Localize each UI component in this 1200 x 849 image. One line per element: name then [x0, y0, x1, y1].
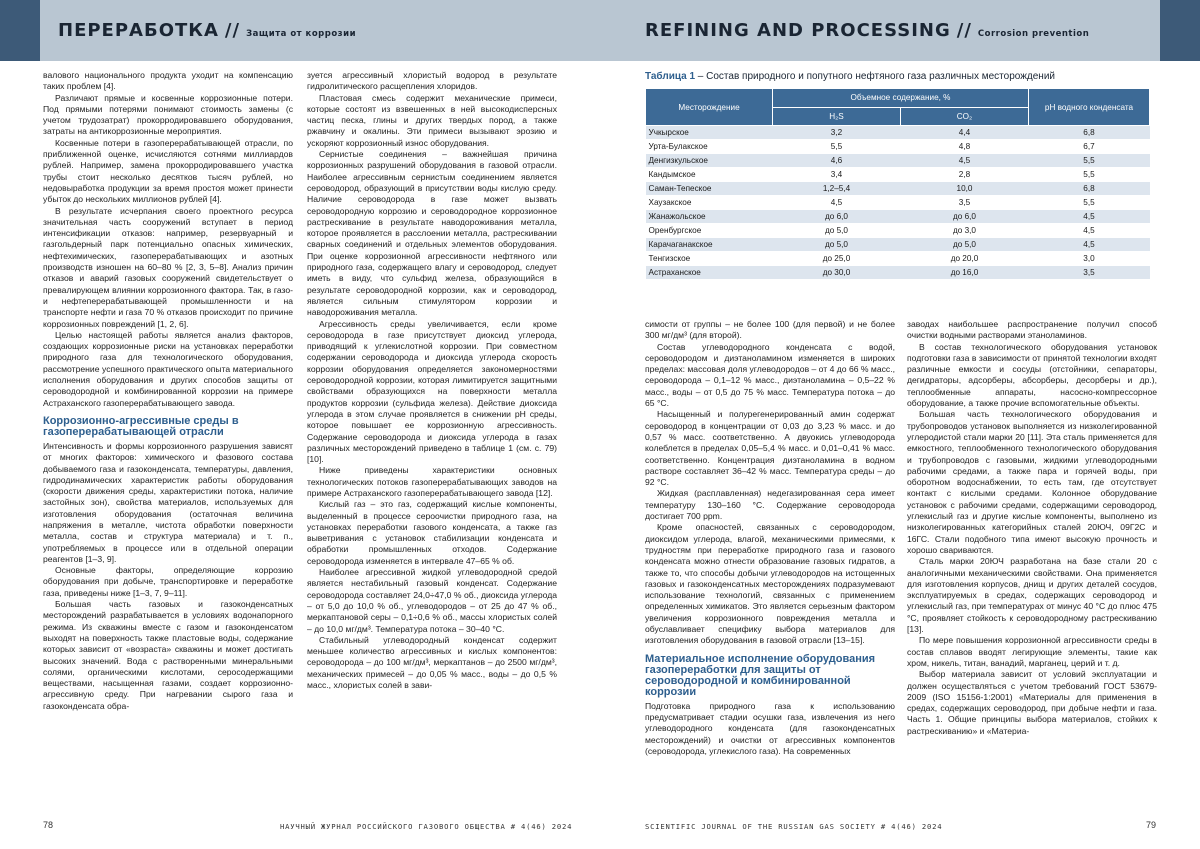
table-row: [646, 168, 1150, 182]
table-cell: 4,5: [900, 154, 1028, 168]
table-row: [646, 126, 1150, 140]
table-cell: 5,5: [1029, 196, 1150, 210]
table-cell: до 5,0: [900, 238, 1028, 252]
left-column-2: [307, 70, 557, 691]
column-header-volume: Объемное содержание, %: [773, 89, 1029, 108]
table-cell: Урта-Булакское: [646, 140, 773, 154]
paragraph: Основные факторы, определяющие коррозию оборудования при добыче, транспортировке и переработке газа, приведены ниже [1–3, 7, 9–11].: [43, 565, 293, 598]
paragraph: Интенсивность и формы коррозионного разрушения зависят от многих факторов: химического и фазового состава добываемого газа и газоконденсата, температуры, давления, гидродинамических характеристик работы оборудования (скорости движения среды, характеристики потока, наличие застойных зон), свойства материалов, используемых для изготовления оборудования (остаточная величина напряжения в металле, чистота обработки поверхности металла, состав и структура материала) и т. п., употребляемых в процессе или в отдельной операции реагентов [1–3, 9].: [43, 440, 293, 564]
table-cell: до 30,0: [773, 266, 901, 280]
table-cell: 4,8: [900, 140, 1028, 154]
paragraph: Выбор материала зависит от условий эксплуатации и должен осуществляться с учетом требований ГОСТ 53679-2009 (ISO 15156-1:2001) «Материалы для применения в средах, содержащих сероводород, при добыче нефти и газа. Часть 1. Общие принципы выбора материалов, стойких к растрескиванию» и «Материа-: [907, 669, 1157, 736]
paragraph: Ниже приведены характеристики основных технологических потоков газоперерабатывающих заводов на примере Астраханского газоперерабатывающего завода [12].: [307, 465, 557, 498]
table-body: [646, 126, 1150, 280]
paragraph: В состав технологического оборудования установок подготовки газа в зависимости от принятой технологии входят различные емкости и сосуды (отстойники, сепараторы, дегидраторы, адсорберы, абсорберы, десорберы и др.), теплообменные аппараты, насосно-компрессорное оборудование, а также прочие вспомогательные объекты.: [907, 341, 1157, 409]
table-cell: до 16,0: [900, 266, 1028, 280]
paragraph: Наиболее агрессивной жидкой углеводородной средой является нестабильный газовый конденсат. Содержание сероводорода составляет 24,0÷47,0 % об., диоксида углерода – от 5,0 до 10,0 % об., углеводородов – от 25 до 47 % об., меркаптановой серы – 0,1÷0,6 % об., массы хлористых солей – до 10,0 мг/дм³. Температура потока – 30–40 °С.: [307, 567, 557, 634]
table-cell: 4,6: [773, 154, 901, 168]
paragraph: Кроме опасностей, связанных с сероводородом, диоксидом углерода, влагой, механическими примесями, к трудностям при переработке природного газа и газового конденсата можно отнести образование газовых гидратов, а также то, что способы добычи углеводородов на истощенных газовых и газоконденсатных месторождениях подразумевают использование технологий, связанных с применением определенных химикатов. Это является серьезным фактором увеличения коррозионного повреждения металла и обуславливает специфику выбора материалов для изготовления оборудования в газовой отрасли [13–15].: [645, 522, 895, 646]
table-caption: [645, 71, 1165, 82]
right-column-2: [907, 319, 1157, 737]
table-caption-label: Таблица 1: [645, 71, 696, 82]
paragraph: Большая часть технологического оборудования и трубопроводов установок выполняется из низколегированной углеродистой стали марки 20 [11]. Эта сталь применяется для емкостного, теплообменного технологического оборудования и трубопроводов с газовыми, жидкими углеводородными рабочими средами, а также пара и горячей воды, при оборотном водоснабжении, то есть там, где отсутствует контакт с кислыми средами. Колонное оборудование установок с рабочими средами, содержащими сероводород, углекислый газ и другие кислые компоненты, выполнено из низколегированных категорийных сталей 20ЮЧ, 09Г2С и 16ГС. Стали подобного типа имеют высокую прочность и хорошо свариваются.: [907, 409, 1157, 555]
paragraph: Пластовая смесь содержит механические примеси, которые состоят из взвешенных в ней высокодисперсных частиц песка, глины и других твердых пород, а также ржавчину и окалины. Эти примеси вызывают эрозию и ускоряют коррозионный износ оборудования.: [307, 92, 557, 148]
table-cell: Хаузакское: [646, 196, 773, 210]
right-header-accent: [1160, 0, 1200, 61]
paragraph: Насыщенный и полурегенерированный амин содержат сероводород в концентрации от 0,03 до 3,23 % масс. и до 0,57 % масс. соответственно. А двуокись углеводорода колеблется в пределах 0,05–5,4 % масс. и 0,01–0,41 % масс. соответственно. Концентрация диэтаноламина в водном растворе составляет 36–42 % масс. Температура среды – до 92 °С.: [645, 409, 895, 488]
table-cell: 4,5: [1029, 238, 1150, 252]
paragraph: Агрессивность среды увеличивается, если кроме сероводорода в газе присутствует диоксид углерода, приводящий к углекислотной коррозии. При совместном содержании сероводорода и диоксида углерода скорость коррозии оборудования определяется закономерностями сероводородной коррозии, которая лимитируется защитными свойствами образующихся на поверхности металла продуктов коррозии (сульфида железа). Действие диоксида углерода в этом случае проявляется в снижении pH среды, которое повышает ее коррозионную агрессивность. Содержание сероводорода и диоксида углерода в газах различных месторождений приведено в таблице 1 (см. с. 79) [10].: [307, 318, 557, 465]
table-cell: 3,5: [1029, 266, 1150, 280]
table-row: [646, 224, 1150, 238]
table-cell: Карачаганакское: [646, 238, 773, 252]
paragraph: Состав углеводородного конденсата с водой, сероводородом и диэтаноламином изменяется в широких пределах: массовая доля углеводородов – от 4 до 66 % масс., сероводорода – 0,1–12 % масс., диэтаноламина – 0,5–22 % масс., воды – от 0,5 до 75 % масс. Температура потока – до 65 °С.: [645, 341, 895, 409]
table-cell: до 5,0: [773, 224, 901, 238]
table-cell: 3,4: [773, 168, 901, 182]
table-cell: 4,5: [1029, 210, 1150, 224]
paragraph: Стабильный углеводородный конденсат содержит меньшее количество агрессивных и кислых компонентов: сероводорода – до 100 мг/дм³, меркаптанов – до 2500 мг/дм³, механических примесей – до 0,05 % масс., воды – до 0,5 % масс., хлористых солей в зави-: [307, 634, 557, 691]
table-cell: 6,8: [1029, 126, 1150, 140]
paragraph: Сталь марки 20ЮЧ разработана на базе стали 20 с аналогичными механическими свойствами. Она применяется для изготовления корпусов, днищ и других деталей сосудов, эксплуатируемых в средах, содержащих сероводород и углекислый газ, при температурах от минус 40 °С до плюс 475 °С, проявляет стойкость к сероводородному растрескиванию [13].: [907, 556, 1157, 635]
table-cell: Денгизкульское: [646, 154, 773, 168]
table-cell: до 6,0: [773, 210, 901, 224]
table-cell: 3,0: [1029, 252, 1150, 266]
right-header-title: REFINING AND PROCESSING // Corrosion prevention: [645, 20, 1090, 41]
table-row: [646, 196, 1150, 210]
table-cell: до 5,0: [773, 238, 901, 252]
table-cell: 2,8: [900, 168, 1028, 182]
gas-composition-table: [645, 88, 1150, 280]
table-cell: 1,2–5,4: [773, 182, 901, 196]
paragraph: Сернистые соединения – важнейшая причина коррозионных разрушений оборудования в газовой отрасли. Наиболее агрессивным сернистым соединением является сероводород, образующий в присутствии воды кислую среду. Наличие сероводорода в газе может вызвать сероводородную коррозию и сероводородное коррозионное растрескивание в результате наводороживания металла, которое проявляется в расслоении металла, растрескивании сварных соединений и отдельных элементов оборудования. При оценке коррозионной агрессивности нефтяного или природного газа, содержащего влагу и сероводород, следует иметь в виду, что сульфид железа, образующийся в результате сероводородной коррозии, как и сероводород, является сильным стимулятором коррозии и наводороживания металла.: [307, 149, 557, 318]
table-cell: Учкырское: [646, 126, 773, 140]
column-header-field: Месторождение: [646, 89, 773, 126]
page-number-right: 79: [1146, 820, 1157, 830]
paragraph: зуется агрессивный хлористый водород в результате гидролитического расщепления хлоридов.: [307, 70, 557, 92]
table-row: [646, 210, 1150, 224]
paragraph: Косвенные потери в газоперерабатывающей отрасли, по приближенной оценке, исчисляются сотнями миллиардов рублей. Например, замена прокорродировавшего участка трубы стоит несколько десятков тысяч рублей, но недовыработка продукции за время простоя может принести убыток до нескольких миллионов рублей [4].: [43, 137, 293, 205]
table-cell: 4,4: [900, 126, 1028, 140]
paragraph: Кислый газ – это газ, содержащий кислые компоненты, выделенный в процессе сероочистки природного газа, на установках переработки газового конденсата, а также газ выветривания с установок стабилизации конденсата и обработки промышленных отходов. Содержание сероводорода изменяется в интервале 47–65 % об.: [307, 499, 557, 566]
left-header-title: ПЕРЕРАБОТКА // Защита от коррозии: [58, 20, 357, 41]
section-heading: Материальное исполнение оборудования газопереработки для защиты от сероводородной и комбинированной коррозии: [645, 652, 876, 698]
table-cell: Астраханское: [646, 266, 773, 280]
table-row: [646, 266, 1150, 280]
table-row: [646, 140, 1150, 154]
right-column-1: [645, 319, 895, 757]
table-cell: до 6,0: [900, 210, 1028, 224]
page-number-left: 78: [43, 820, 54, 830]
right-header-subtitle: Corrosion prevention: [977, 29, 1090, 39]
table-row: [646, 252, 1150, 266]
paragraph: В результате исчерпания своего проектного ресурса значительная часть сооружений вступает в период интенсификации отказов: например, резервуарный и газгольдерный парк потенциально опасных химических, нефтехимических, газоперерабатывающих и азотных производств изношен на 60–80 % [2, 3, 5–8]. Анализ причин отказов и аварий газовых сооружений свидетельствует о превалирующем влиянии коррозионного фактора. Так, в газо- и нефтеперерабатывающей промышленности и на транспорте нефти и газа 70 % отказов происходит по причине коррозионных повреждений [1, 2, 6].: [43, 205, 293, 329]
paragraph: Целью настоящей работы является анализ факторов, создающих коррозионные риски на установках переработки природного газа для технологического оборудования, рассмотрение успешного практического опыта материального исполнения оборудования и других способов защиты от сероводородной и комбинированной коррозии на примере Астраханского газоперерабатывающего завода.: [43, 329, 293, 408]
journal-footer-right: SCIENTIFIC JOURNAL OF THE RUSSIAN GAS SOCIETY # 4(46) 2024: [645, 822, 943, 831]
table-cell: 3,2: [773, 126, 901, 140]
table-row: [646, 154, 1150, 168]
journal-footer-left: НАУЧНЫЙ ЖУРНАЛ РОССИЙСКОГО ГАЗОВОГО ОБЩЕСТВА # 4(46) 2024: [280, 822, 573, 831]
paragraph: Различают прямые и косвенные коррозионные потери. Под прямыми потерями понимают стоимость замены (с учетом трудозатрат) прокорродировавшего оборудования, затраты на антикоррозионные мероприятия.: [43, 92, 293, 137]
table-cell: Жанажольское: [646, 210, 773, 224]
column-header-h2s: H₂S: [773, 107, 901, 126]
table-cell: Саман-Тепеское: [646, 182, 773, 196]
table-cell: до 20,0: [900, 252, 1028, 266]
table-cell: до 25,0: [773, 252, 901, 266]
table-row: [646, 182, 1150, 196]
section-heading: Коррозионно-агрессивные среды в газоперерабатывающей отрасли: [43, 414, 239, 438]
table-cell: 5,5: [1029, 154, 1150, 168]
table-cell: 4,5: [773, 196, 901, 210]
left-column-1: [43, 70, 293, 712]
table-cell: до 3,0: [900, 224, 1028, 238]
table-cell: Оренбургское: [646, 224, 773, 238]
paragraph: Подготовка природного газа к использованию предусматривает стадии осушки газа, извлечения из него углеводородного конденсата (для газоконденсатных месторождений) и очистки от агрессивных компонентов (сероводорода, углекислого газа). На современных: [645, 700, 895, 756]
table-cell: 6,8: [1029, 182, 1150, 196]
table-cell: 3,5: [900, 196, 1028, 210]
paragraph: Большая часть газовых и газоконденсатных месторождений разрабатывается в условиях водонапорного режима. Из скважины вместе с газом и газоконденсатом выходят на поверхность также пластовые воды, содержание которых зависит от «возраста» скважины и может достигать высоких значений. Вода с растворенными минеральными солями, органическими кислотами, серосодержащими веществами, насыщенная газами, создает коррозионно-агрессивную среду. При нагревании сырого газа и газоконденсата обра-: [43, 599, 293, 711]
table-cell: 6,7: [1029, 140, 1150, 154]
left-header-accent: [0, 0, 40, 61]
table-cell: 4,5: [1029, 224, 1150, 238]
left-header-bar: [0, 0, 600, 61]
column-header-ph: pH водного конденсата: [1029, 89, 1150, 126]
table-row: [646, 238, 1150, 252]
table-cell: 10,0: [900, 182, 1028, 196]
paragraph: валового национального продукта уходит на компенсацию таких проблем [4].: [43, 70, 293, 92]
table-cell: 5,5: [773, 140, 901, 154]
right-header-bar: [600, 0, 1200, 61]
table-caption-text: – Состав природного и попутного нефтяного газа различных месторождений: [695, 71, 1055, 82]
paragraph: заводах наибольшее распространение получил способ очистки водными растворами этаноламинов.: [907, 319, 1157, 341]
right-page: [600, 0, 1200, 849]
table-cell: Тенгизское: [646, 252, 773, 266]
paragraph: Жидкая (расплавленная) недегазированная сера имеет температуру 130–160 °С. Содержание сероводорода достигает 700 ppm.: [645, 488, 895, 522]
table-cell: 5,5: [1029, 168, 1150, 182]
paragraph: симости от группы – не более 100 (для первой) и не более 300 мг/дм³ (для второй).: [645, 319, 895, 341]
table-cell: Кандымское: [646, 168, 773, 182]
column-header-co2: CO₂: [900, 107, 1028, 126]
left-header-subtitle: Защита от коррозии: [246, 29, 357, 39]
paragraph: По мере повышения коррозионной агрессивности среды в состав сплавов вводят легирующие элементы, такие как хром, никель, титан, ванадий, марганец, церий и т. д.: [907, 635, 1157, 668]
